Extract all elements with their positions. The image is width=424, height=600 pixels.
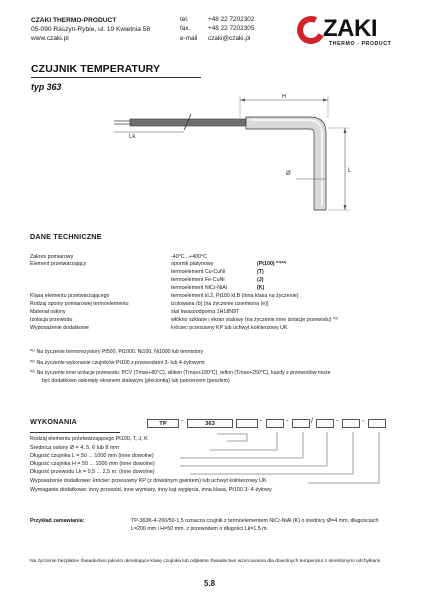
section-dane-heading: DANE TECHNICZNE xyxy=(30,232,102,241)
tel-value: +48 22 7202302 xyxy=(208,16,255,23)
company-name: CZAKI THERMO-PRODUCT xyxy=(31,17,117,24)
email-label: e-mail xyxy=(180,34,198,42)
code-box-prefix: TP xyxy=(147,419,179,428)
code-box-length-h xyxy=(316,419,334,428)
section-wykonania-heading: WYKONANIA xyxy=(30,417,77,426)
example-line: L=200 mm i H=50 mm, z przewodem o długości Lk=1,5 m. xyxy=(131,525,269,532)
contact-block xyxy=(180,15,254,43)
footnote: *¹⁾ Na życzenie termorezystory Pt500, Pt1000, Ni100, Ni1000 lub termistory xyxy=(30,349,204,355)
wykonanie-row: Długość czujnika L = 50 ... 1000 mm (inne dowolne) xyxy=(30,453,154,459)
example-text xyxy=(131,518,401,533)
fax-value: +48 22 7202305 xyxy=(208,25,255,33)
company-logo xyxy=(297,13,401,53)
company-web[interactable]: www.czaki.pl xyxy=(31,35,69,42)
code-box-type: 363 xyxy=(187,419,233,428)
dim-d-label: Ø xyxy=(286,171,291,177)
wykonanie-row: Wymaganie dodatkowe: inny przewód, inne wymiary, inny kąt wygięcia, inna klasa, Pt100 3- 4-żyłowy xyxy=(30,487,272,493)
title-underline xyxy=(31,77,201,78)
code-box-diameter xyxy=(266,419,284,428)
company-address: 05-090 Raszyn-Rybie, ul. 19 Kwietnia 58 xyxy=(31,26,151,33)
wykonanie-row: Długość czujnika H = 50 ... 1000 mm (inne dowolne) xyxy=(30,461,155,467)
dim-lk-label: Lk xyxy=(129,134,136,140)
footnote: *²⁾ Na życzenie wykonanie czujników Pt100 z przewodami 3- lub 4-żyłowymi xyxy=(30,359,205,366)
page-number: 5.8 xyxy=(204,579,216,588)
footnotes xyxy=(30,349,410,385)
code-box-element xyxy=(236,419,258,428)
order-code-boxes: TP - 363 - - / - - xyxy=(147,419,397,429)
wykonanie-row: Rodzaj elementu przetwarzającego Pt100, T, J, K xyxy=(30,436,148,442)
footnote: być dodatkowo osłonięty ekranem stalowym (plecionką) lub pancerzem (peszlem) xyxy=(42,377,230,384)
code-box-cable xyxy=(342,419,360,428)
example-label: Przykład zamawiania: xyxy=(30,518,85,524)
wykonanie-row: Długość przewodu Lk = 0,5 ... 2,5 m. (inne dowolne) xyxy=(30,469,155,475)
dim-l-label: L xyxy=(348,168,352,174)
code-box-extra xyxy=(368,419,386,428)
sensor-sheath xyxy=(246,117,326,210)
footer-note: Na życzenie bezpłatne Świadectwo jakości określające klasę czujnika lub odpłatne Świadectwo wzorcowania dla dowolnych temperatur z określonymi odchyłkami xyxy=(30,559,381,564)
fax-label: fax. xyxy=(180,25,191,33)
dim-h-label: H xyxy=(282,94,287,100)
tel-label: tel. xyxy=(180,16,189,23)
sensor-drawing xyxy=(100,88,370,218)
footnote: *³⁾ Na życzenie inne izolacje przewodu: PCV (Tmax+80°C), silikon (Tmax+180°C), teflon (Tmax+250°C), każdy z przewodów może xyxy=(30,370,331,376)
wykonanie-row: Wyposażenie dodatkowe: króciec przesuwny KP (z dowolnym gwintem) lub uchwyt kołnierzowy UK xyxy=(30,478,267,484)
example-line: TP-363K-4-200/50-1,5 oznacza czujnik z termoelementem NiCr-NiAl (K) o średnicy Ø=4 mm, długościach xyxy=(131,518,379,524)
wykonanie-row: Średnica osłony Ø = 4, 5, 6 lub 8 mm xyxy=(30,445,119,451)
page-subtitle: typ 363 xyxy=(31,82,62,92)
logo-text: ZAKI xyxy=(323,15,377,42)
email-value[interactable]: czaki@czaki.pl xyxy=(208,34,251,42)
logo-subtitle: THERMO - PRODUCT xyxy=(329,41,392,47)
page-title: CZUJNIK TEMPERATURY xyxy=(31,63,161,75)
company-block xyxy=(31,16,150,43)
code-box-length-l xyxy=(292,419,310,428)
